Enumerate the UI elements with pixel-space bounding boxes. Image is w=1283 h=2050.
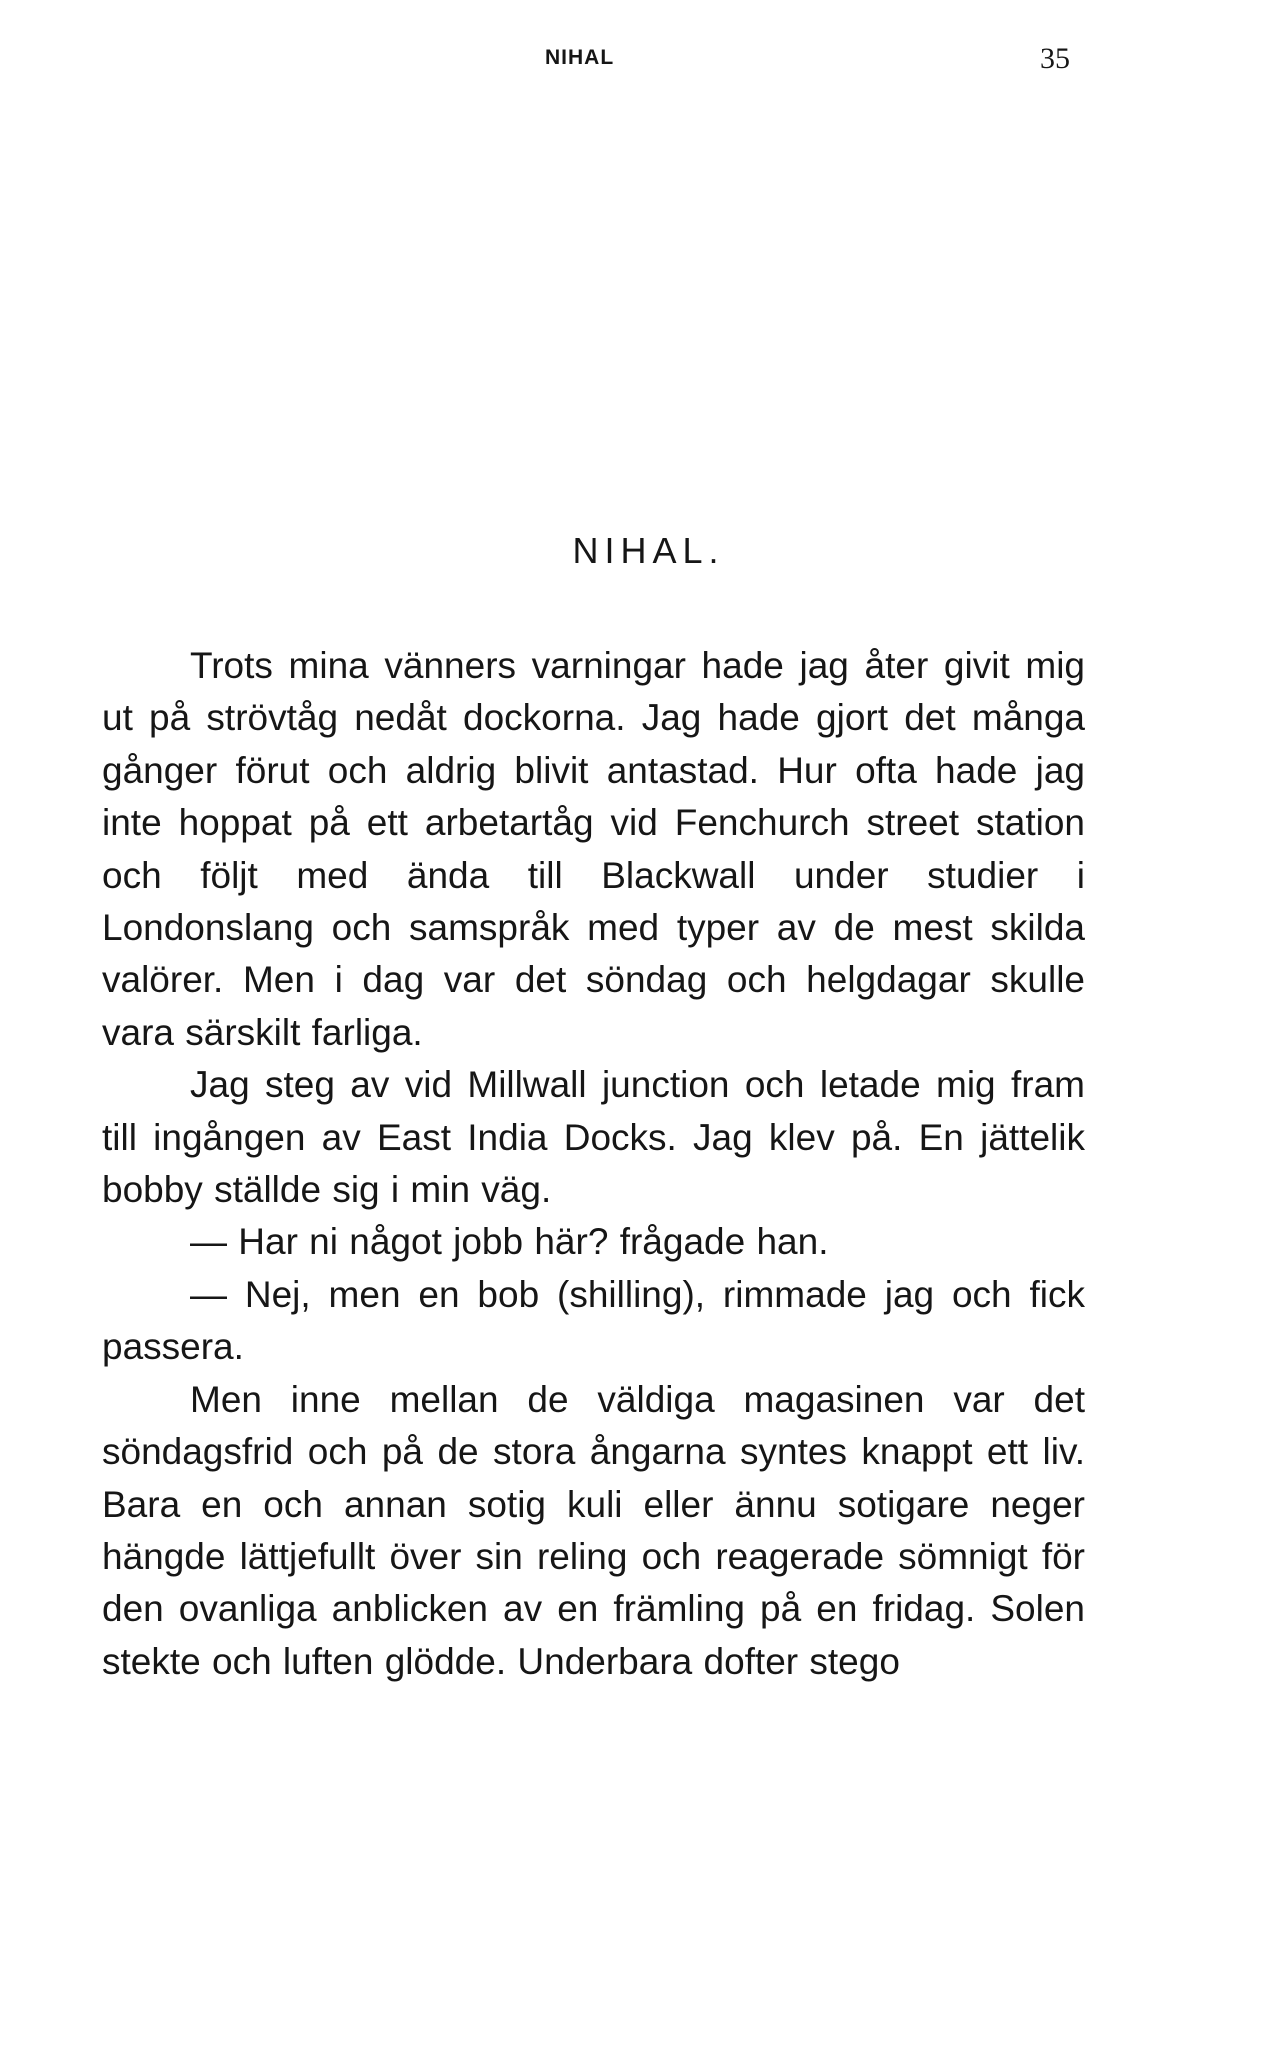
body-text — [102, 640, 1085, 1688]
page-number: 35 — [1040, 42, 1070, 75]
paragraph-1: Trots mina vänners varningar hade jag åter givit mig ut på strövtåg nedåt dockorna. Jag hade gjort det många gånger förut och aldrig blivit antastad. Hur ofta hade jag inte hoppat på ett arbetartåg vid Fenchurch street station och följt med ända till Blackwall under studier i Londonslang och samspråk med typer av de mest skilda valörer. Men i dag var det söndag och helgdagar skulle vara särskilt farliga. — [102, 645, 1085, 1053]
paragraph-3-dialogue: — Har ni något jobb här? frågade han. — [190, 1221, 829, 1263]
paragraph-2: Jag steg av vid Millwall junction och letade mig fram till ingången av East India Docks. Jag klev på. En jättelik bobby ställde sig i min väg. — [102, 1064, 1085, 1211]
chapter-title: NIHAL. — [572, 530, 725, 571]
running-title: NIHAL — [545, 46, 615, 69]
paragraph-4-dialogue: — Nej, men en bob (shilling), rimmade jag och fick passera. — [102, 1273, 1085, 1368]
running-head — [0, 42, 1283, 86]
paragraph-5: Men inne mellan de väldiga magasinen var det söndagsfrid och på de stora ångarna syntes knappt ett liv. Bara en och annan sotig kuli eller ännu sotigare neger hängde lättjefullt över sin reling och reagerade sömnigt för den ovanliga anblicken av en främling på en fridag. Solen stekte och luften glödde. Underbara dofter stego — [102, 1378, 1085, 1682]
